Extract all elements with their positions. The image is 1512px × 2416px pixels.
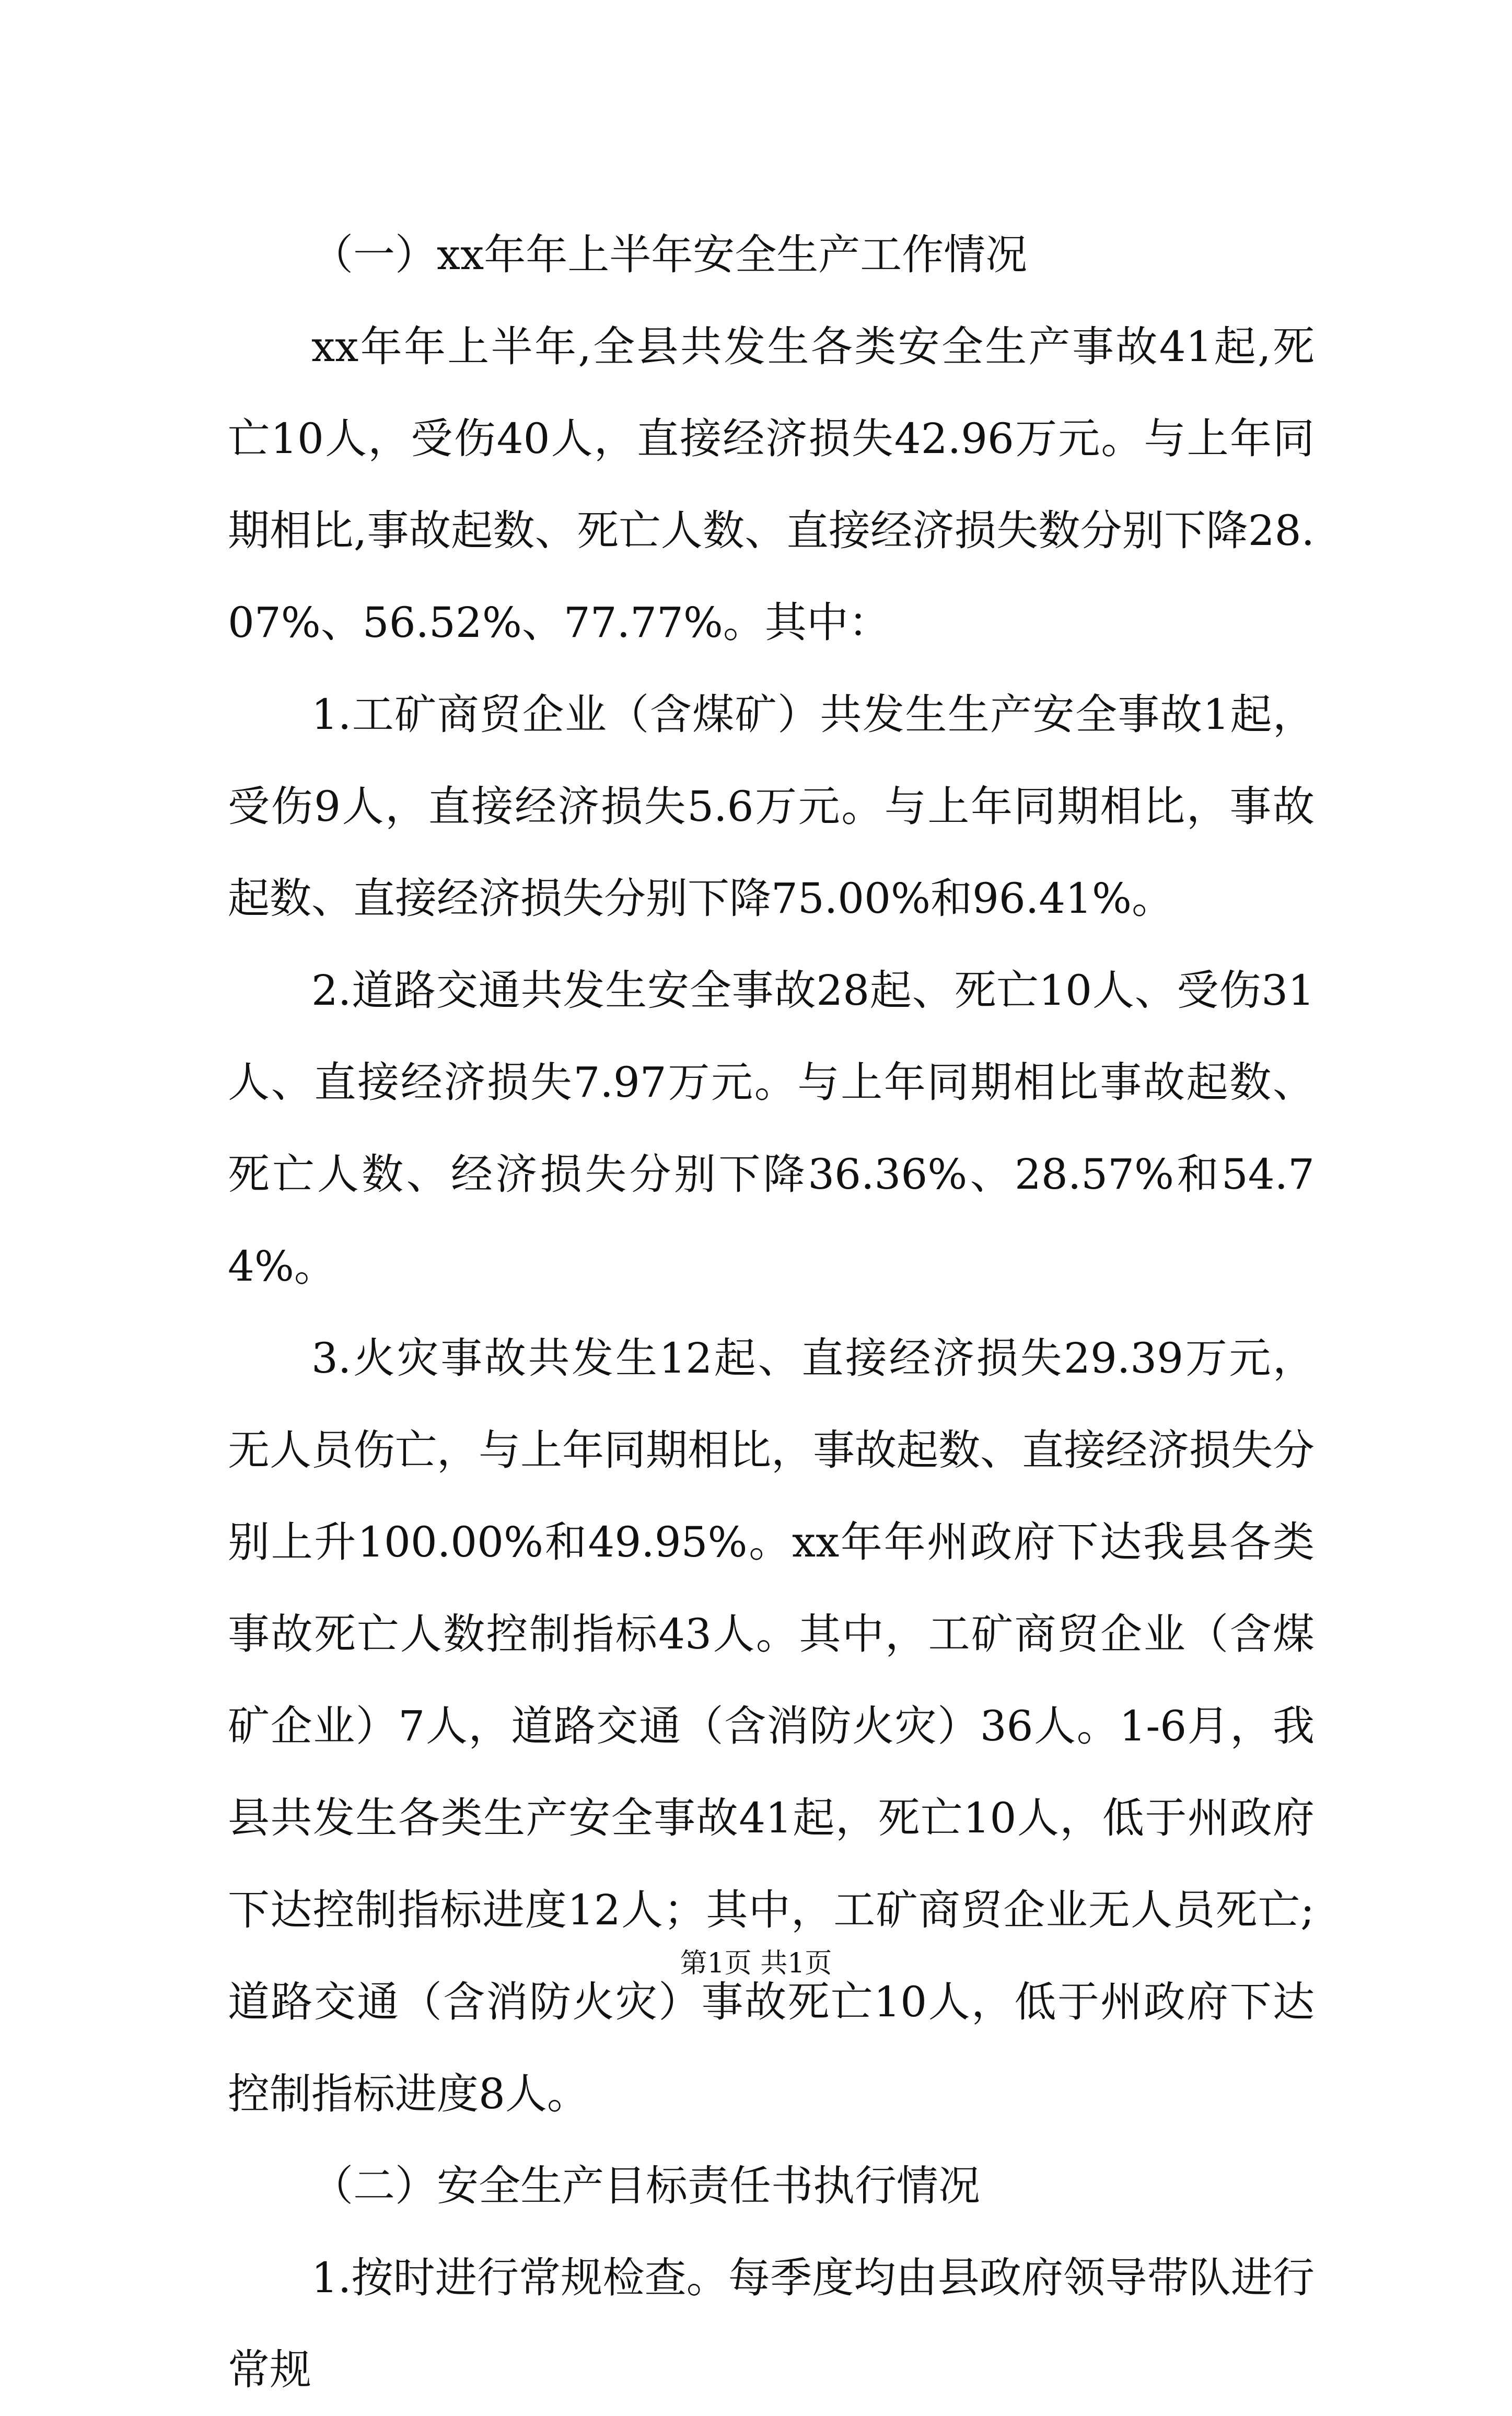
road-traffic-paragraph: 2.道路交通共发生安全事故28起、死亡10人、受伤31人、直接经济损失7.97万元。与上年同期相比事故起数、死亡人数、经济损失分别下降36.36%、28.57%和54.74%。 [228,966,1315,1291]
summary-paragraph: xx年年上半年,全县共发生各类安全生产事故41起,死亡10人，受伤40人，直接经济损失42.96万元。与上年同期相比,事故起数、死亡人数、直接经济损失数分别下降28.07%、56.52%、77.77%。其中： [228,322,1315,647]
section-heading-1: （一）xx年年上半年安全生产工作情况 [311,230,1028,279]
page-number-footer: 第1页 共1页 [680,1948,832,1979]
industrial-accidents-paragraph: 1.工矿商贸企业（含煤矿）共发生生产安全事故1起，受伤9人，直接经济损失5.6万元。与上年同期相比，事故起数、直接经济损失分别下降75.00%和96.41%。 [228,690,1315,923]
section-heading-2: （二）安全生产目标责任书执行情况 [311,2162,980,2210]
body-text [228,209,1315,2416]
routine-inspection-paragraph: 1.按时进行常规检查。每季度均由县政府领导带队进行常规 [228,2254,1315,2394]
fire-accidents-paragraph: 3.火灾事故共发生12起、直接经济损失29.39万元，无人员伤亡，与上年同期相比，事故起数、直接经济损失分别上升100.00%和49.95%。xx年年州政府下达我县各类事故死亡人数控制指标43人。其中，工矿商贸企业（含煤矿企业）7人，道路交通（含消防火灾）36人。1-6月，我县共发生各类生产安全事故41起，死亡10人，低于州政府下达控制指标进度12人；其中，工矿商贸企业无人员死亡;道路交通（含消防火灾）事故死亡10人，低于州政府下达控制指标进度8人。 [228,1334,1315,2118]
